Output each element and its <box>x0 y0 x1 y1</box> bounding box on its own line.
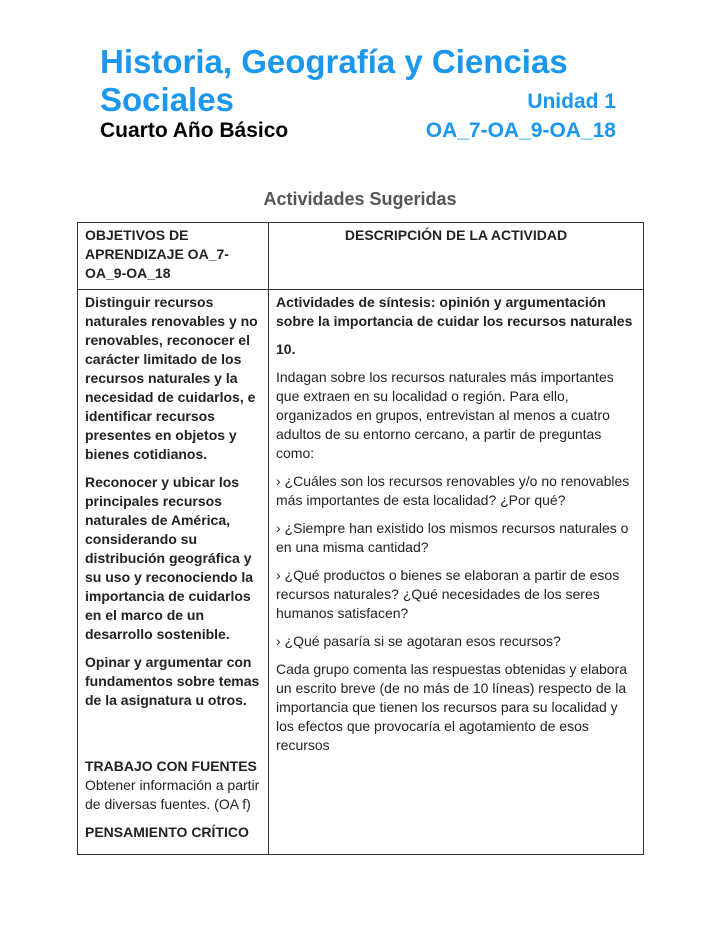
objectives-cell <box>78 290 269 855</box>
question: › ¿Qué pasaría si se agotaran esos recursos? <box>276 633 561 649</box>
question: › ¿Qué productos o bienes se elaboran a partir de esos recursos naturales? ¿Qué necesidades de los seres humanos satisfacen? <box>276 567 620 621</box>
activity-intro: Indagan sobre los recursos naturales más importantes que extraen en su localidad o región. Para ello, organizados en grupos, entrevistan al menos a cuatro adultos de su entorno cercano, a partir de preguntas como: <box>276 369 614 461</box>
oa-codes: OA_7-OA_9-OA_18 <box>425 119 616 142</box>
objective: Reconocer y ubicar los principales recursos naturales de América, considerando su distribución geográfica y su uso y reconociendo la importancia de cuidarlos en el marco de un desarrollo sostenible. <box>85 474 254 642</box>
page-title: Historia, Geografía y Ciencias Sociales <box>100 43 568 118</box>
grade-label: Cuarto Año Básico <box>100 119 289 142</box>
objective: Opinar y argumentar con fundamentos sobre temas de la asignatura u otros. <box>85 654 260 708</box>
description-cell <box>269 290 644 855</box>
skill-text: Obtener información a partir de diversas fuentes. (OA f) <box>85 777 260 812</box>
unit-label: Unidad 1 <box>527 90 616 113</box>
section-title: Actividades Sugeridas <box>263 189 457 209</box>
skill-title: PENSAMIENTO CRÍTICO <box>85 824 249 840</box>
activity-closing: Cada grupo comenta las respuestas obtenidas y elabora un escrito breve (de no más de 10 líneas) respecto de la importancia que tienen los recursos para su localidad y los efectos que provocaría el agotamiento de esos recursos <box>276 661 627 753</box>
activities-table <box>77 222 644 855</box>
description-header: DESCRIPCIÓN DE LA ACTIVIDAD <box>269 223 644 290</box>
table-header-row <box>78 223 644 290</box>
activity-title: Actividades de síntesis: opinión y argumentación sobre la importancia de cuidar los recursos naturales <box>276 294 633 329</box>
question: › ¿Siempre han existido los mismos recursos naturales o en una misma cantidad? <box>276 520 629 555</box>
question: › ¿Cuáles son los recursos renovables y/o no renovables más importantes de esta localidad? ¿Por qué? <box>276 473 630 508</box>
skill-title: TRABAJO CON FUENTES <box>85 758 257 774</box>
activity-number: 10. <box>276 341 296 357</box>
table-row <box>78 290 644 855</box>
objective: Distinguir recursos naturales renovables y no renovables, reconocer el carácter limitado de los recursos naturales y la necesidad de cuidarlos, e identificar recursos presentes en objetos y bienes cotidianos. <box>85 294 258 462</box>
objectives-header: OBJETIVOS DE APRENDIZAJE OA_7-OA_9-OA_18 <box>78 223 269 290</box>
